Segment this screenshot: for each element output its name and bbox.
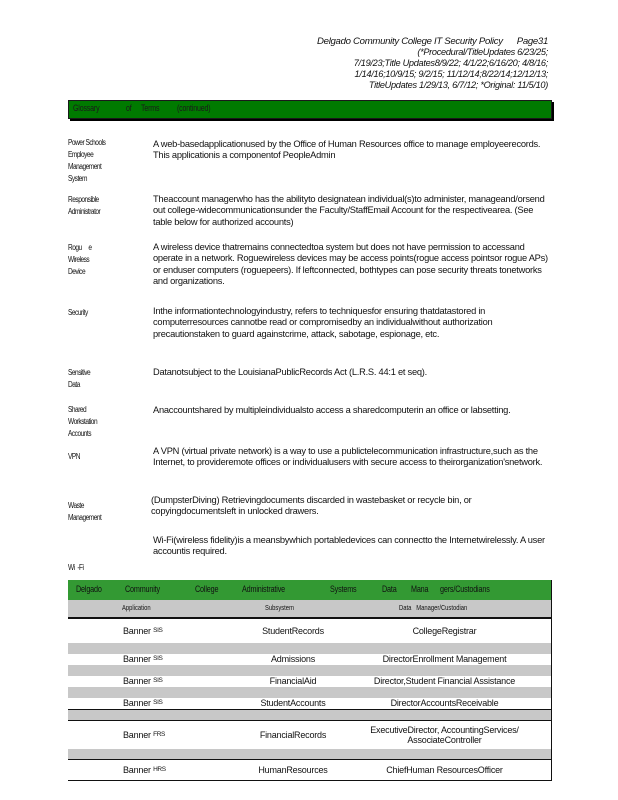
glossary-term-powerschools: Power Schools Employee Management System: [68, 138, 106, 183]
table-title-word: Administrative: [242, 584, 285, 594]
glossary-definition: Theaccount managerwho has the abilityto designatean individual(s)to administer, manageand/orsend out college-widecommunicationsunder the Faculty/StaffEmail Account for the respectivearea. (See table below for authorized accounts): [153, 194, 545, 227]
page-header: [317, 36, 548, 91]
glossary-term-rogue-wireless-device: Rogu e Wireless Device: [68, 243, 92, 276]
column-header-data-manager: Data Manager/Custodian: [399, 603, 468, 612]
table-title-word: Systems: [330, 584, 357, 594]
update-history-line: 1/14/16;10/9/15; 9/2/15; 11/12/14;8/22/14;12/12/13;: [354, 69, 548, 79]
table-row: Banner HRS HumanResources ChiefHuman ResourcesOfficer: [68, 760, 551, 781]
table-title-bar: [68, 580, 551, 600]
glossary-term-shared-workstation-accounts: Shared Workstation Accounts: [68, 405, 98, 438]
table-spacer: [68, 643, 551, 654]
table-spacer: [68, 687, 551, 698]
glossary-definition: (DumpsterDiving) Retrievingdocuments discarded in wastebasket or recycle bin, or copyingdocumentsleft in unlocked drawers.: [151, 495, 472, 517]
glossary-term-security: Security: [68, 308, 88, 317]
data-managers-table: [68, 580, 552, 781]
table-row: Banner SIS FinancialAid Director,Student Financial Assistance: [68, 676, 551, 687]
glossary-definition: Datanotsubject to the LouisianaPublicRecords Act (L.R.S. 44:1 et seq).: [153, 367, 427, 377]
glossary-header-word: of: [126, 103, 132, 113]
glossary-term-sensitive-data: Sensitive Data: [68, 368, 91, 389]
table-row: Banner FRS FinancialRecords ExecutiveDirector, AccountingServices/ AssociateController: [68, 721, 551, 749]
table-title-word: College: [195, 584, 219, 594]
glossary-definition: Anaccountshared by multipleindividualsto access a sharedcomputerin an office or labsetting.: [153, 405, 511, 415]
table-spacer: [68, 665, 551, 676]
glossary-header-word: Glossary: [73, 103, 100, 113]
page-number: Page31: [516, 36, 548, 47]
glossary-term-waste-management: Waste Management: [68, 501, 102, 522]
table-row: Banner SIS Admissions DirectorEnrollment Management: [68, 654, 551, 665]
update-history-line: (*Procedural/TitleUpdates 6/23/25;: [417, 47, 548, 57]
document-title: Delgado Community College IT Security Policy: [317, 36, 503, 47]
glossary-term-vpn: VPN: [68, 452, 81, 461]
glossary-term-responsible-administrator: Responsible Administrator: [68, 195, 101, 216]
glossary-definition: A VPN (virtual private network) is a way to use a publictelecommunication infrastructure,such as the Internet, to provideremote offices or individualusers with secure access to theirorganization'snetwork.: [153, 446, 543, 468]
update-history-line: TitleUpdates 1/29/13, 6/7/12; *Original: 11/5/10): [368, 80, 548, 90]
glossary-definition: A wireless device thatremains connectedtoa system but does not have permission to accessand operate in a network. Roguewireless devices may be access points(rogue access pointsor rogue APs) or enduser computers (roguepeers). If leftconnected, bothtypes can pose security threats tonetworks and organizations.: [153, 242, 548, 286]
update-history-line: 7/19/23;Title Updates8/9/22; 4/1/22;6/16/20; 4/8/16;: [353, 58, 548, 68]
glossary-definition: A web-basedapplicationused by the Office of Human Resources office to manage employeerecords. This applicationis a componentof PeopleAdmin: [153, 139, 541, 161]
glossary-definition: Wi-Fi(wireless fidelity)is a meansbywhich portabledevices can connectto the Internetwirelessly. A user accountis required.: [153, 535, 545, 557]
table-title-word: Community: [125, 584, 160, 594]
table-header-row: [68, 600, 551, 619]
glossary-definition: Inthe informationtechnologyindustry, refers to techniquesfor ensuring thatdatastored in computerresources cannotbe read or compromisedby an individualwithout authorization precautionstaken to guard againstcrime, attack, sabotage, espionage, etc.: [153, 306, 493, 339]
glossary-header-word: (continued): [177, 103, 211, 113]
table-title-word: gers/Custodians: [440, 584, 490, 594]
glossary-section-header: [68, 100, 552, 119]
table-row: Banner SIS StudentRecords CollegeRegistrar: [68, 619, 551, 643]
table-title-word: Mana: [411, 584, 429, 594]
table-title-word: Delgado: [76, 584, 102, 594]
column-header-subsystem: Subsystem: [265, 603, 294, 612]
glossary-term-wifi: Wi -Fi: [68, 563, 84, 572]
column-header-application: Application: [122, 603, 151, 612]
table-title-word: Data: [382, 584, 397, 594]
table-row: Banner SIS StudentAccounts DirectorAccountsReceivable: [68, 698, 551, 710]
table-spacer: [68, 749, 551, 760]
table-spacer: [68, 710, 551, 721]
glossary-header-word: Terms: [141, 103, 160, 113]
